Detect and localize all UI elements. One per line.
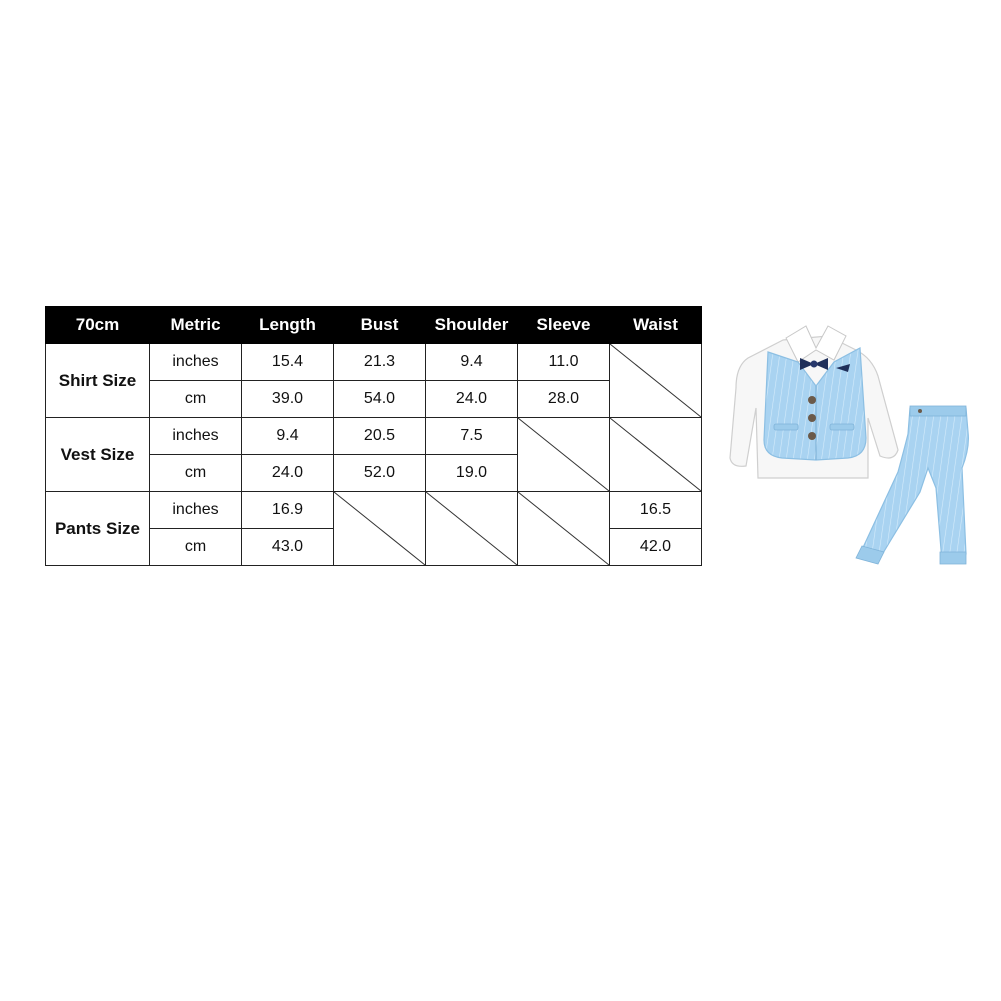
bust-cell: 54.0: [334, 381, 426, 418]
metric-cell: cm: [150, 381, 242, 418]
sleeve-cell: 28.0: [518, 381, 610, 418]
length-cell: 39.0: [242, 381, 334, 418]
length-cell: 24.0: [242, 455, 334, 492]
bust-cell: 52.0: [334, 455, 426, 492]
sleeve-cell: 11.0: [518, 344, 610, 381]
metric-cell: inches: [150, 492, 242, 529]
header-waist: Waist: [610, 307, 702, 344]
header-length: Length: [242, 307, 334, 344]
header-shoulder: Shoulder: [426, 307, 518, 344]
header-size: 70cm: [46, 307, 150, 344]
size-chart-table: [45, 306, 702, 566]
waist-cell: 16.5: [610, 492, 702, 529]
length-cell: 9.4: [242, 418, 334, 455]
table-row: [46, 492, 702, 529]
product-image: [728, 318, 973, 573]
header-row: [46, 307, 702, 344]
length-cell: 16.9: [242, 492, 334, 529]
header-sleeve: Sleeve: [518, 307, 610, 344]
shoulder-cell: 19.0: [426, 455, 518, 492]
shoulder-cell: 7.5: [426, 418, 518, 455]
metric-cell: inches: [150, 418, 242, 455]
length-cell: 43.0: [242, 529, 334, 566]
waist-cell: 42.0: [610, 529, 702, 566]
bust-cell: 20.5: [334, 418, 426, 455]
shirt-size-label: Shirt Size: [46, 344, 150, 418]
not-applicable-cell: [334, 492, 426, 566]
pants-size-label: Pants Size: [46, 492, 150, 566]
metric-cell: cm: [150, 455, 242, 492]
shoulder-cell: 24.0: [426, 381, 518, 418]
metric-cell: cm: [150, 529, 242, 566]
not-applicable-cell: [610, 418, 702, 492]
not-applicable-cell: [518, 418, 610, 492]
not-applicable-cell: [426, 492, 518, 566]
metric-cell: inches: [150, 344, 242, 381]
header-metric: Metric: [150, 307, 242, 344]
shoulder-cell: 9.4: [426, 344, 518, 381]
table-row: [46, 344, 702, 381]
vest-size-label: Vest Size: [46, 418, 150, 492]
header-bust: Bust: [334, 307, 426, 344]
not-applicable-cell: [518, 492, 610, 566]
table-row: [46, 418, 702, 455]
bust-cell: 21.3: [334, 344, 426, 381]
length-cell: 15.4: [242, 344, 334, 381]
not-applicable-cell: [610, 344, 702, 418]
